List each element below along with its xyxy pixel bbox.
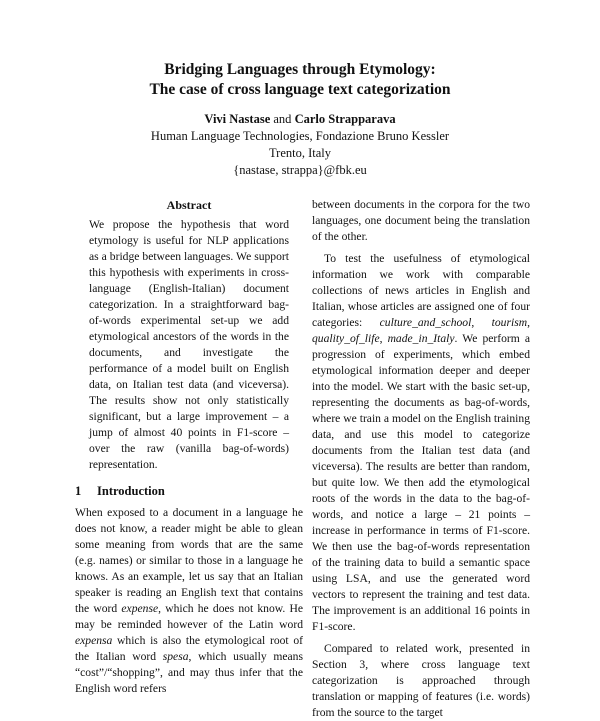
affiliation: Human Language Technologies, Fondazione Bruno Kessler: [150, 129, 450, 143]
section-title: Introduction: [97, 484, 165, 498]
email: {nastase, strappa}@fbk.eu: [233, 163, 367, 177]
category-1: culture_and_school: [379, 316, 472, 329]
section-heading: [75, 483, 303, 499]
category-4: made_in_Italy: [387, 332, 455, 345]
left-column: [75, 197, 303, 697]
continued-paragraph: between documents in the corpora for the two languages, one document being the translation of the other.: [312, 198, 530, 243]
category-3: quality_of_life: [312, 332, 380, 345]
term-expensa: expensa: [75, 634, 113, 647]
paragraph-3: Compared to related work, presented in Section 3, where cross language text categorization is approached through translation or mapping of features (i.e. words) from the source to the target: [312, 642, 530, 719]
author-2: Carlo Strapparava: [294, 112, 396, 126]
right-column: [312, 197, 530, 721]
title-line-2: The case of cross language text categorization: [149, 81, 451, 98]
abstract-heading: Abstract: [166, 198, 212, 212]
paper-title: [0, 60, 600, 100]
paragraph-2: To test the usefulness of etymological information we work with comparable collections of news articles in English and Italian, whose articles are assigned one of four categories: culture_and_school, tourism, quality_of_life, made_in_Italy. We perform a progression of experiments, which embed etymological information deeper and deeper into the model. We start with the basic set-up, representing the documents as bag-of-words, where we train a model on the English training data, and use this model to categorize documents from the Italian test data (and viceversa). The results are better than random, but quite low. We then add the etymological roots of the words in the data to the bag-of-words, and notice a large – 21 points – increase in performance in terms of F1-score. We then use the bag-of-words representation of the training data to build a semantic space using LSA, and use the generated word vectors to represent the training and test data. The improvement is an additional 16 points in F1-score.: [312, 252, 530, 633]
abstract-text: We propose the hypothesis that word etymology is useful for NLP applications as a bridge between languages. We support this hypothesis with experiments in cross-language (English-Italian) document categorization. In a straightforward bag-of-words experimental set-up we add etymological ancestors of the words in the documents, and investigate the performance of a model built on English data, on Italian test data (and viceversa). The results show not only statistically significant, but a large improvement – a jump of almost 40 points in F1-score – over the raw (vanilla bag-of-words) representation.: [89, 218, 289, 471]
term-spesa: spesa: [162, 650, 189, 663]
location: Trento, Italy: [268, 146, 332, 160]
category-2: tourism: [491, 316, 528, 329]
intro-paragraph: When exposed to a document in a language he does not know, a reader might be able to glean some meaning from words that are the same (e.g. names) or similar to those in a language he knows. As an example, let us say that an Italian speaker is reading an English text that contains the word expense, which he does not know. He may be reminded however of the Latin word expensa which is also the etymological root of the Italian word spesa, which usually means “cost”/“shopping”, and may thus infer that the English word refers: [75, 506, 303, 695]
author-block: [0, 111, 600, 179]
title-line-1: Bridging Languages through Etymology:: [164, 61, 436, 78]
term-expense: expense: [121, 602, 159, 615]
section-number: 1: [75, 484, 82, 498]
author-conjunction: and: [273, 112, 292, 126]
author-1: Vivi Nastase: [204, 112, 271, 126]
